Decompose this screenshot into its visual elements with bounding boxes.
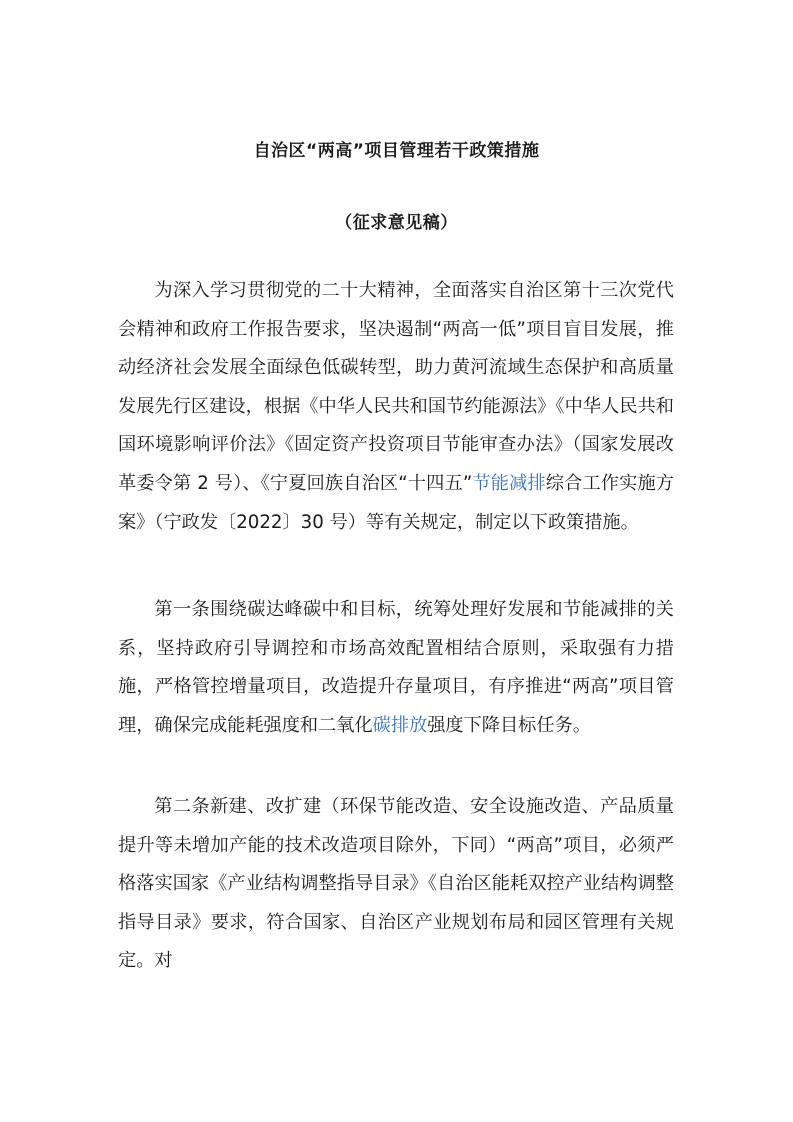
paragraph-text: 强度下降目标任务。 (427, 714, 591, 736)
document-subtitle: （征求意见稿） (335, 213, 458, 233)
keyword-link-carbon-emission[interactable]: 碳排放 (372, 714, 428, 736)
paragraph-text: 第一条围绕碳达峰碳中和目标，统筹处理好发展和节能减排的关系，坚持政府引导调控和市场高效配置相结合原则，采取强有力措施，严格管控增量项目，改造提升存量项目，有序推进“两高”项目管理，确保完成能耗强度和二氧化 (118, 599, 674, 736)
paragraph-article-2: 第二条新建、改扩建（环保节能改造、安全设施改造、产品质量提升等未增加产能的技术改造项目除外，下同）“两高”项目，必须严格落实国家《产业结构调整指导目录》《自治区能耗双控产业结构调整指导目录》要求，符合国家、自治区产业规划布局和园区管理有关规定。对 (118, 796, 674, 972)
paragraph-text: 综合工作实施方案》（宁政发〔2022〕30 号）等有关规定，制定以下政策措施。 (118, 472, 674, 533)
keyword-link-energy-saving[interactable]: 节能减排 (472, 472, 546, 494)
paragraph-text: 为深入学习贯彻党的二十大精神，全面落实自治区第十三次党代会精神和政府工作报告要求，坚决遏制“两高一低”项目盲目发展，推动经济社会发展全面绿色低碳转型，助力黄河流域生态保护和高质量发展先行区建设，根据《中华人民共和国节约能源法》《中华人民共和国环境影响评价法》《固定资产投资项目节能审查办法》（国家发展改革委令第 2 号）、《宁夏回族自治区“十四五” (118, 280, 674, 494)
paragraph-preamble (118, 272, 674, 542)
paragraph-article-1 (118, 591, 674, 745)
document-title: 自治区“两高”项目管理若干政策措施 (253, 141, 540, 161)
